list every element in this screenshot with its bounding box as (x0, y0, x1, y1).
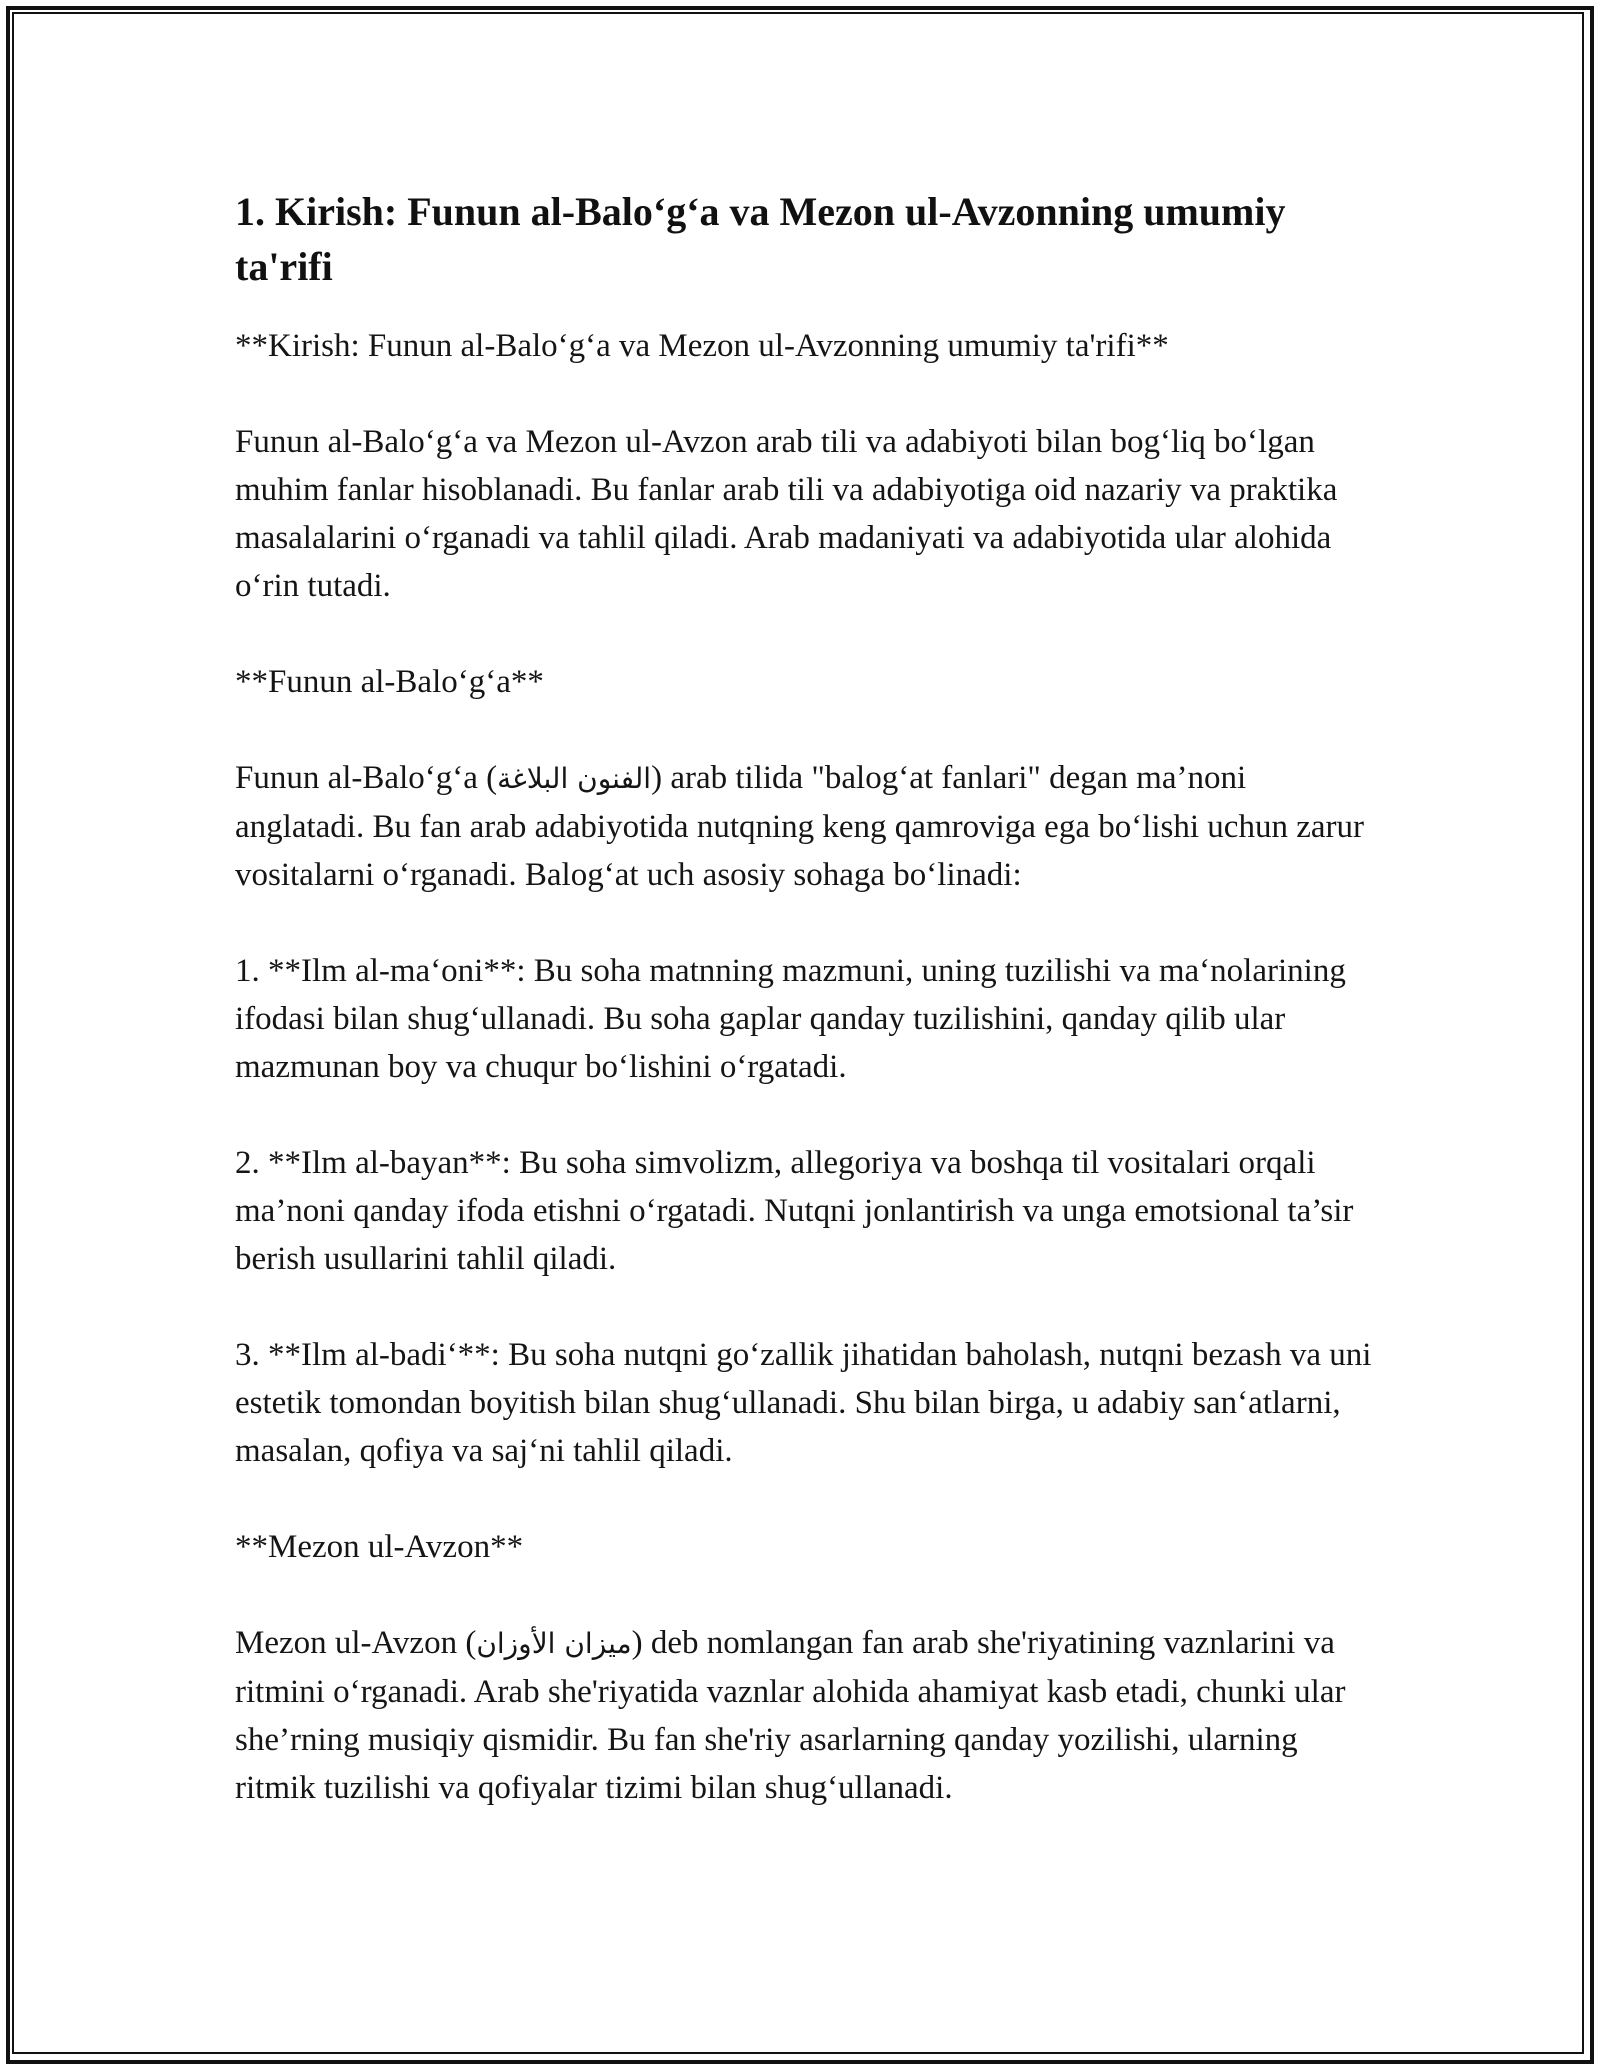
section-heading: 1. Kirish: Funun al-Balo‘g‘a va Mezon ul-Avzonning umumiy ta'rifi (235, 189, 1286, 289)
bold-subtitle-line: **Kirish: Funun al-Balo‘g‘a va Mezon ul-Avzonning umumiy ta'rifi** (235, 328, 1169, 364)
list-item-ilm-al-bayan: 2. **Ilm al-bayan**: Bu soha simvolizm, allegoriya va boshqa til vositalari orqali ma’noni qanday ifoda etishni o‘rgatadi. Nutqni jonlantirish va unga emotsional ta’sir berish usullarini tahlil qiladi. (235, 1145, 1354, 1277)
mezon-text-before: Mezon ul-Avzon ( (235, 1625, 477, 1661)
balogha-arabic-term: الفنون البلاغة (497, 762, 652, 795)
intro-paragraph: Funun al-Balo‘g‘a va Mezon ul-Avzon arab tili va adabiyoti bilan bog‘liq bo‘lgan muhim fanlar hisoblanadi. Bu fanlar arab tili va adabiyotiga oid nazariy va praktika masalalarini o‘rganadi va tahlil qiladi. Arab madaniyati va adabiyotida ular alohida o‘rin tutadi. (235, 424, 1338, 604)
list-item-ilm-al-badi: 3. **Ilm al-badi‘**: Bu soha nutqni go‘zallik jihatidan baholash, nutqni bezash va uni estetik tomondan boyitish bilan shug‘ullanadi. Shu bilan birga, u adabiy san‘atlarni, masalan, qofiya va saj‘ni tahlil qiladi. (235, 1337, 1372, 1469)
balogha-paragraph (235, 754, 1375, 899)
mezon-section-title: **Mezon ul-Avzon** (235, 1529, 524, 1565)
list-item-ilm-al-maoni: 1. **Ilm al-ma‘oni**: Bu soha matnning mazmuni, uning tuzilishi va ma‘nolarining ifodasi bilan shug‘ullanadi. Bu soha gaplar qanday tuzilishini, qanday qilib ular mazmunan boy va chuqur bo‘lishini o‘rgatadi. (235, 953, 1346, 1085)
document-body (235, 184, 1375, 1860)
mezon-arabic-term: ميزان الأوزان (476, 1627, 632, 1660)
balogha-text-after: ) arab tilida "balog‘at fanlari" degan ma’noni anglatadi. Bu fan arab adabiyotida nutqning keng qamroviga ega bo‘lishi uchun zarur vositalarni o‘rganadi. Balog‘at uch asosiy sohaga bo‘linadi: (235, 760, 1364, 893)
balogha-section-title: **Funun al-Balo‘g‘a** (235, 664, 544, 700)
mezon-text-after: ) deb nomlangan fan arab she'riyatining vaznlarini va ritmini o‘rganadi. Arab she'riyatida vaznlar alohida ahamiyat kasb etadi, chunki ular she’rning musiqiy qismidir. Bu fan she'riy asarlarning qanday yozilishi, ularning ritmik tuzilishi va qofiyalar tizimi bilan shug‘ullanadi. (235, 1625, 1346, 1806)
balogha-text-before: Funun al-Balo‘g‘a ( (235, 760, 498, 796)
mezon-paragraph (235, 1619, 1375, 1812)
